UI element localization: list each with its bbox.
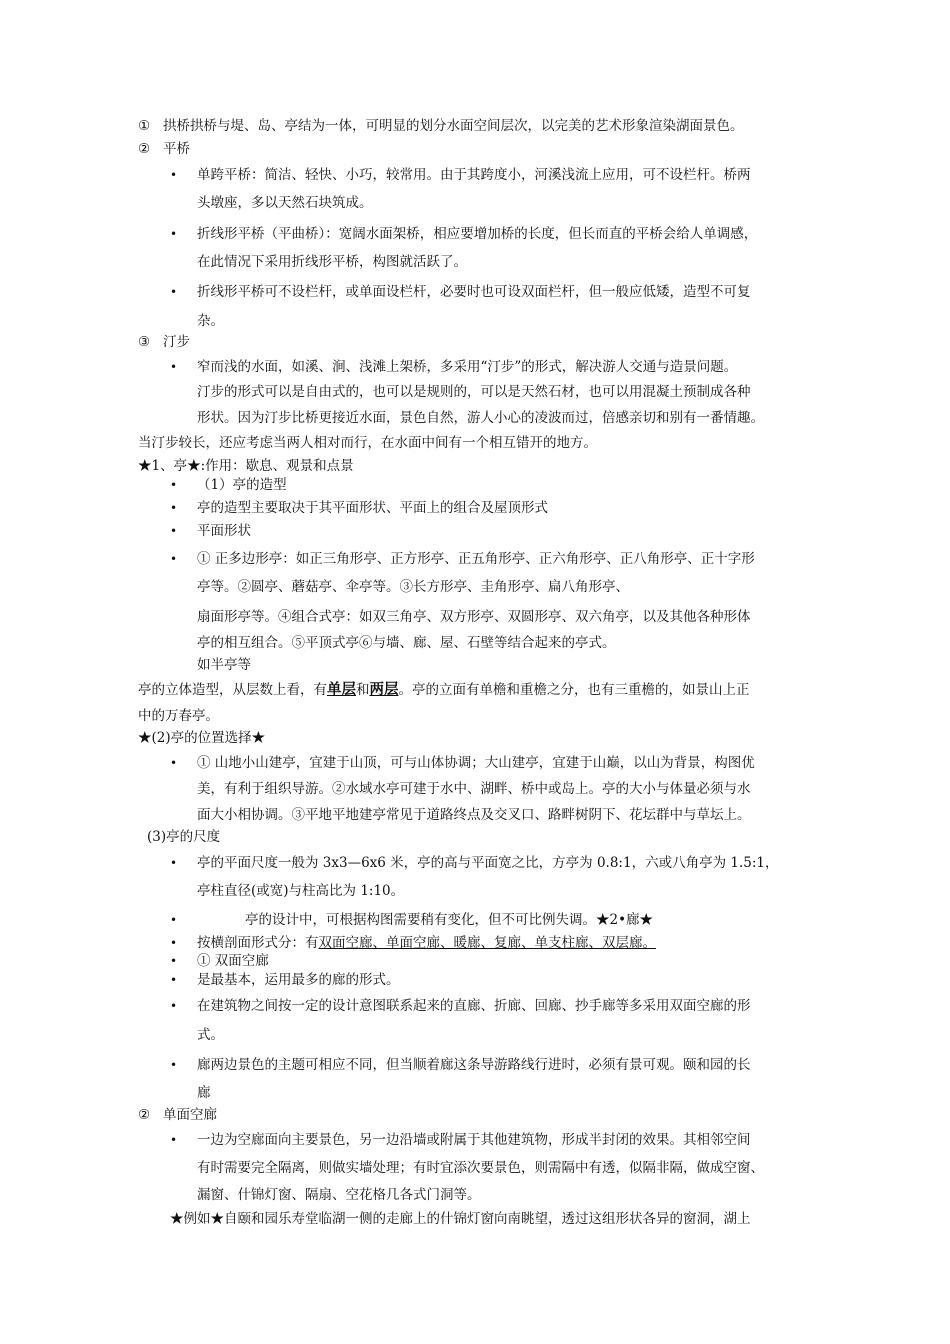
heading-pavilion-scale: (3)亭的尺度: [147, 829, 221, 845]
bullet: •: [170, 756, 178, 770]
paragraph-railing: 折线形平桥可不设栏杆，或单面设栏杆，必要时也可设双面栏杆，但一般应低矮，造型不可复: [197, 284, 751, 300]
paragraph-location-3: 面大小相协调。③平地平地建亭常见于道路终点及交叉口、路畔树阴下、花坛群中与草坛上。: [197, 807, 751, 823]
bullet: •: [170, 973, 178, 987]
paragraph-single-span-cont: 头墩座，多以天然石块筑成。: [197, 195, 373, 211]
heading-pavilion: ★1、亭★:作用：歇息、观景和点景: [138, 458, 354, 474]
bullet: •: [170, 360, 178, 374]
paragraph-corridor-types: [197, 934, 656, 952]
paragraph-stepping-1: 窄而浅的水面，如溪、涧、浅滩上架桥，多采用“汀步”的形式，解决游人交通与造景问题。: [197, 359, 738, 375]
heading-pavilion-location: ★(2)亭的位置选择★: [138, 730, 266, 746]
paragraph-3d-shape: [138, 681, 750, 699]
paragraph-railing-cont: 杂。: [197, 313, 224, 329]
bullet: •: [170, 1133, 178, 1147]
underlined-term: 两层: [369, 682, 399, 698]
paragraph-double-corridor-2: 在建筑物之间按一定的设计意图联系起来的直廊、折廊、回廊、抄手廊等多采用双面空廊的形: [197, 998, 751, 1014]
bullet: •: [170, 1058, 178, 1072]
paragraph-example: ★例如★自颐和园乐寿堂临湖一侧的走廊上的什锦灯窗向南眺望，透过这组形状各异的窗洞，湖上: [170, 1211, 751, 1227]
bullet: •: [170, 913, 178, 927]
heading-stepping-stones: 汀步: [163, 334, 190, 350]
text-segment: 亭的立体造型，从层数上看，有: [138, 682, 327, 698]
text-segment: 和: [356, 682, 370, 698]
paragraph-plan-5: 如半亭等: [197, 657, 251, 673]
underlined-list: 双面空廊、单面空廊、暖廊、复廊、单支柱廊、双层廊。: [318, 935, 656, 951]
bullet: •: [170, 227, 178, 241]
paragraph-zigzag-bridge: 折线形平桥（平曲桥）：宽阔水面架桥，相应要增加桥的长度，但长而直的平桥会给人单调感，: [197, 226, 758, 242]
paragraph-single-corridor-1: 一边为空廊面向主要景色，另一边沿墙或附属于其他建筑物，形成半封闭的效果。其相邻空间: [197, 1132, 751, 1148]
bullet: •: [170, 168, 178, 182]
paragraph-pavilion-shape: 亭的造型主要取决于其平面形状、平面上的组合及屋顶形式: [197, 500, 548, 516]
bullet: •: [170, 501, 178, 515]
paragraph-double-corridor-3: 廊两边景色的主题可相应不同，但当顺着廊这条导游路线行进时，必须有景可观。颐和园的长: [197, 1057, 751, 1073]
paragraph-stepping-3: 形状。因为汀步比桥更接近水面，景色自然，游人小心的凌波而过，倍感亲切和别有一番情趣。: [197, 410, 764, 426]
text-segment: 按横剖面形式分：有: [197, 935, 319, 951]
underlined-term: 单层: [327, 682, 356, 698]
paragraph-stepping-4: 当汀步较长，还应考虑当两人相对而行，在水面中间有一个相互错开的地方。: [138, 435, 597, 451]
paragraph-plan-4: 亭的相互组合。⑤平顶式亭⑥与墙、廊、屋、石壁等结合起来的亭式。: [197, 635, 616, 651]
heading-flat-bridge: 平桥: [163, 141, 190, 157]
paragraph-design-change: 亭的设计中，可根据构图需要稍有变化，但不可比例失调。★2•廊★: [245, 912, 654, 928]
paragraph-plan-1: ① 正多边形亭：如正三角形亭、正方形亭、正五角形亭、正六角形亭、正八角形亭、正十字形: [197, 551, 755, 567]
paragraph-arch-bridge: 拱桥拱桥与堤、岛、亭结为一体，可明显的划分水面空间层次，以完美的艺术形象渲染湖面景色。: [163, 118, 744, 134]
paragraph-double-corridor-1: 是最基本，运用最多的廊的形式。: [197, 972, 400, 988]
paragraph-scale-2: 亭柱直径(或宽)与柱高比为 1:10。: [197, 883, 405, 899]
paragraph-single-span: 单跨平桥：简洁、轻快、小巧，较常用。由于其跨度小，河溪浅流上应用，可不设栏杆。桥两: [197, 167, 751, 183]
bullet: •: [170, 856, 178, 870]
bullet: •: [170, 954, 178, 968]
list-number: ②: [138, 141, 151, 157]
bullet: •: [170, 936, 178, 950]
list-number: ②: [138, 1107, 151, 1123]
paragraph-scale-1: 亭的平面尺度一般为 3x3—6x6 米，亭的高与平面宽之比，方亭为 0.8:1，六或八角亭为 1.5:1，: [197, 855, 779, 871]
bullet: •: [170, 999, 178, 1013]
bullet: •: [170, 285, 178, 299]
paragraph-stepping-2: 汀步的形式可以是自由式的，也可以是规则的，可以是天然石材，也可以用混凝土预制成各种: [197, 384, 751, 400]
paragraph-double-corridor-3-cont: 廊: [197, 1085, 211, 1101]
paragraph-single-corridor-2: 有时需要完全隔离，则做实墙处理；有时宜添次要景色，则需隔中有透，似隔非隔，做成空窗、: [197, 1160, 764, 1176]
paragraph-3d-shape-cont: 中的万春亭。: [138, 708, 219, 724]
bullet: •: [170, 524, 178, 538]
paragraph-zigzag-bridge-cont: 在此情况下采用折线形平桥，构图就活跃了。: [197, 254, 467, 270]
list-number: ③: [138, 334, 151, 350]
paragraph-plan-2: 亭等。②圆亭、蘑菇亭、伞亭等。③长方形亭、圭角形亭、扁八角形亭、: [197, 579, 629, 595]
bullet: •: [170, 552, 178, 566]
paragraph-location-2: 美，有利于组织导游。②水域水亭可建于水中、湖畔、桥中或岛上。亭的大小与体量必须与水: [197, 781, 751, 797]
subheading-pavilion-shape: （1）亭的造型: [197, 477, 287, 493]
list-number: ①: [138, 118, 151, 134]
paragraph-double-corridor-2-cont: 式。: [197, 1027, 224, 1043]
bullet: •: [170, 478, 178, 492]
heading-single-corridor: 单面空廊: [163, 1107, 217, 1123]
subheading-plan-shape: 平面形状: [197, 523, 251, 539]
paragraph-single-corridor-3: 漏窗、什锦灯窗、隔扇、空花格几各式门洞等。: [197, 1187, 481, 1203]
text-segment: 。亭的立面有单檐和重檐之分，也有三重檐的，如景山上正: [398, 682, 750, 698]
subheading-double-corridor: ① 双面空廊: [197, 953, 269, 969]
paragraph-plan-3: 扇面形亭等。④组合式亭：如双三角亭、双方形亭、双圆形亭、双六角亭，以及其他各种形体: [197, 609, 751, 625]
paragraph-location-1: ① 山地小山建亭，宜建于山顶，可与山体协调；大山建亭，宜建于山巅，以山为背景，构图优: [197, 755, 755, 771]
